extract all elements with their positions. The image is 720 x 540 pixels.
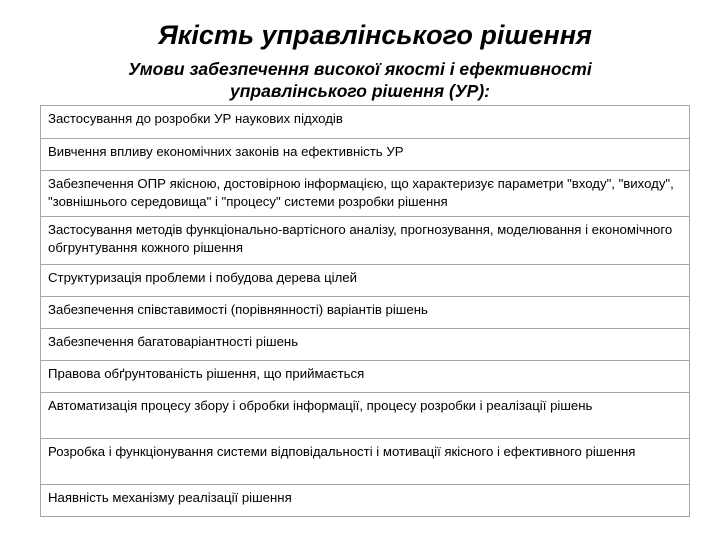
condition-cell: Вивчення впливу економічних законів на ефективність УР (41, 139, 690, 171)
condition-cell: Структуризація проблеми і побудова дерева цілей (41, 265, 690, 297)
condition-cell: Забезпечення співставимості (порівнянності) варіантів рішень (41, 297, 690, 329)
condition-cell: Наявність механізму реалізації рішення (41, 485, 690, 517)
condition-cell: Розробка і функціонування системи відповідальності і мотивації якісного і ефективного рішення (41, 439, 690, 485)
table-row (41, 485, 690, 517)
table-row (41, 297, 690, 329)
table-row (41, 393, 690, 439)
table-row (41, 265, 690, 297)
table-row (41, 439, 690, 485)
table-row (41, 171, 690, 217)
condition-cell: Застосування методів функціонально-вартісного аналізу, прогнозування, моделювання і економічного обгрунтування кожного рішення (41, 217, 690, 265)
conditions-table (40, 105, 690, 517)
table-row (41, 217, 690, 265)
slide-title: Якість управлінського рішення (158, 20, 592, 50)
table-row (41, 361, 690, 393)
table-row (41, 139, 690, 171)
condition-cell: Забезпечення ОПР якісною, достовірною інформацією, що характеризує параметри "входу", "виходу", "зовнішнього середовища" і "процесу" системи розробки рішення (41, 171, 690, 217)
slide-subtitle: Умови забезпечення високої якості і ефективності управлінського рішення (УР): (128, 59, 592, 101)
condition-cell: Застосування до розробки УР наукових підходів (41, 106, 690, 139)
condition-cell: Правова обґрунтованість рішення, що приймається (41, 361, 690, 393)
table-row (41, 329, 690, 361)
condition-cell: Автоматизація процесу збору і обробки інформації, процесу розробки і реалізації рішень (41, 393, 690, 439)
condition-cell: Забезпечення багатоваріантності рішень (41, 329, 690, 361)
table-row (41, 106, 690, 139)
